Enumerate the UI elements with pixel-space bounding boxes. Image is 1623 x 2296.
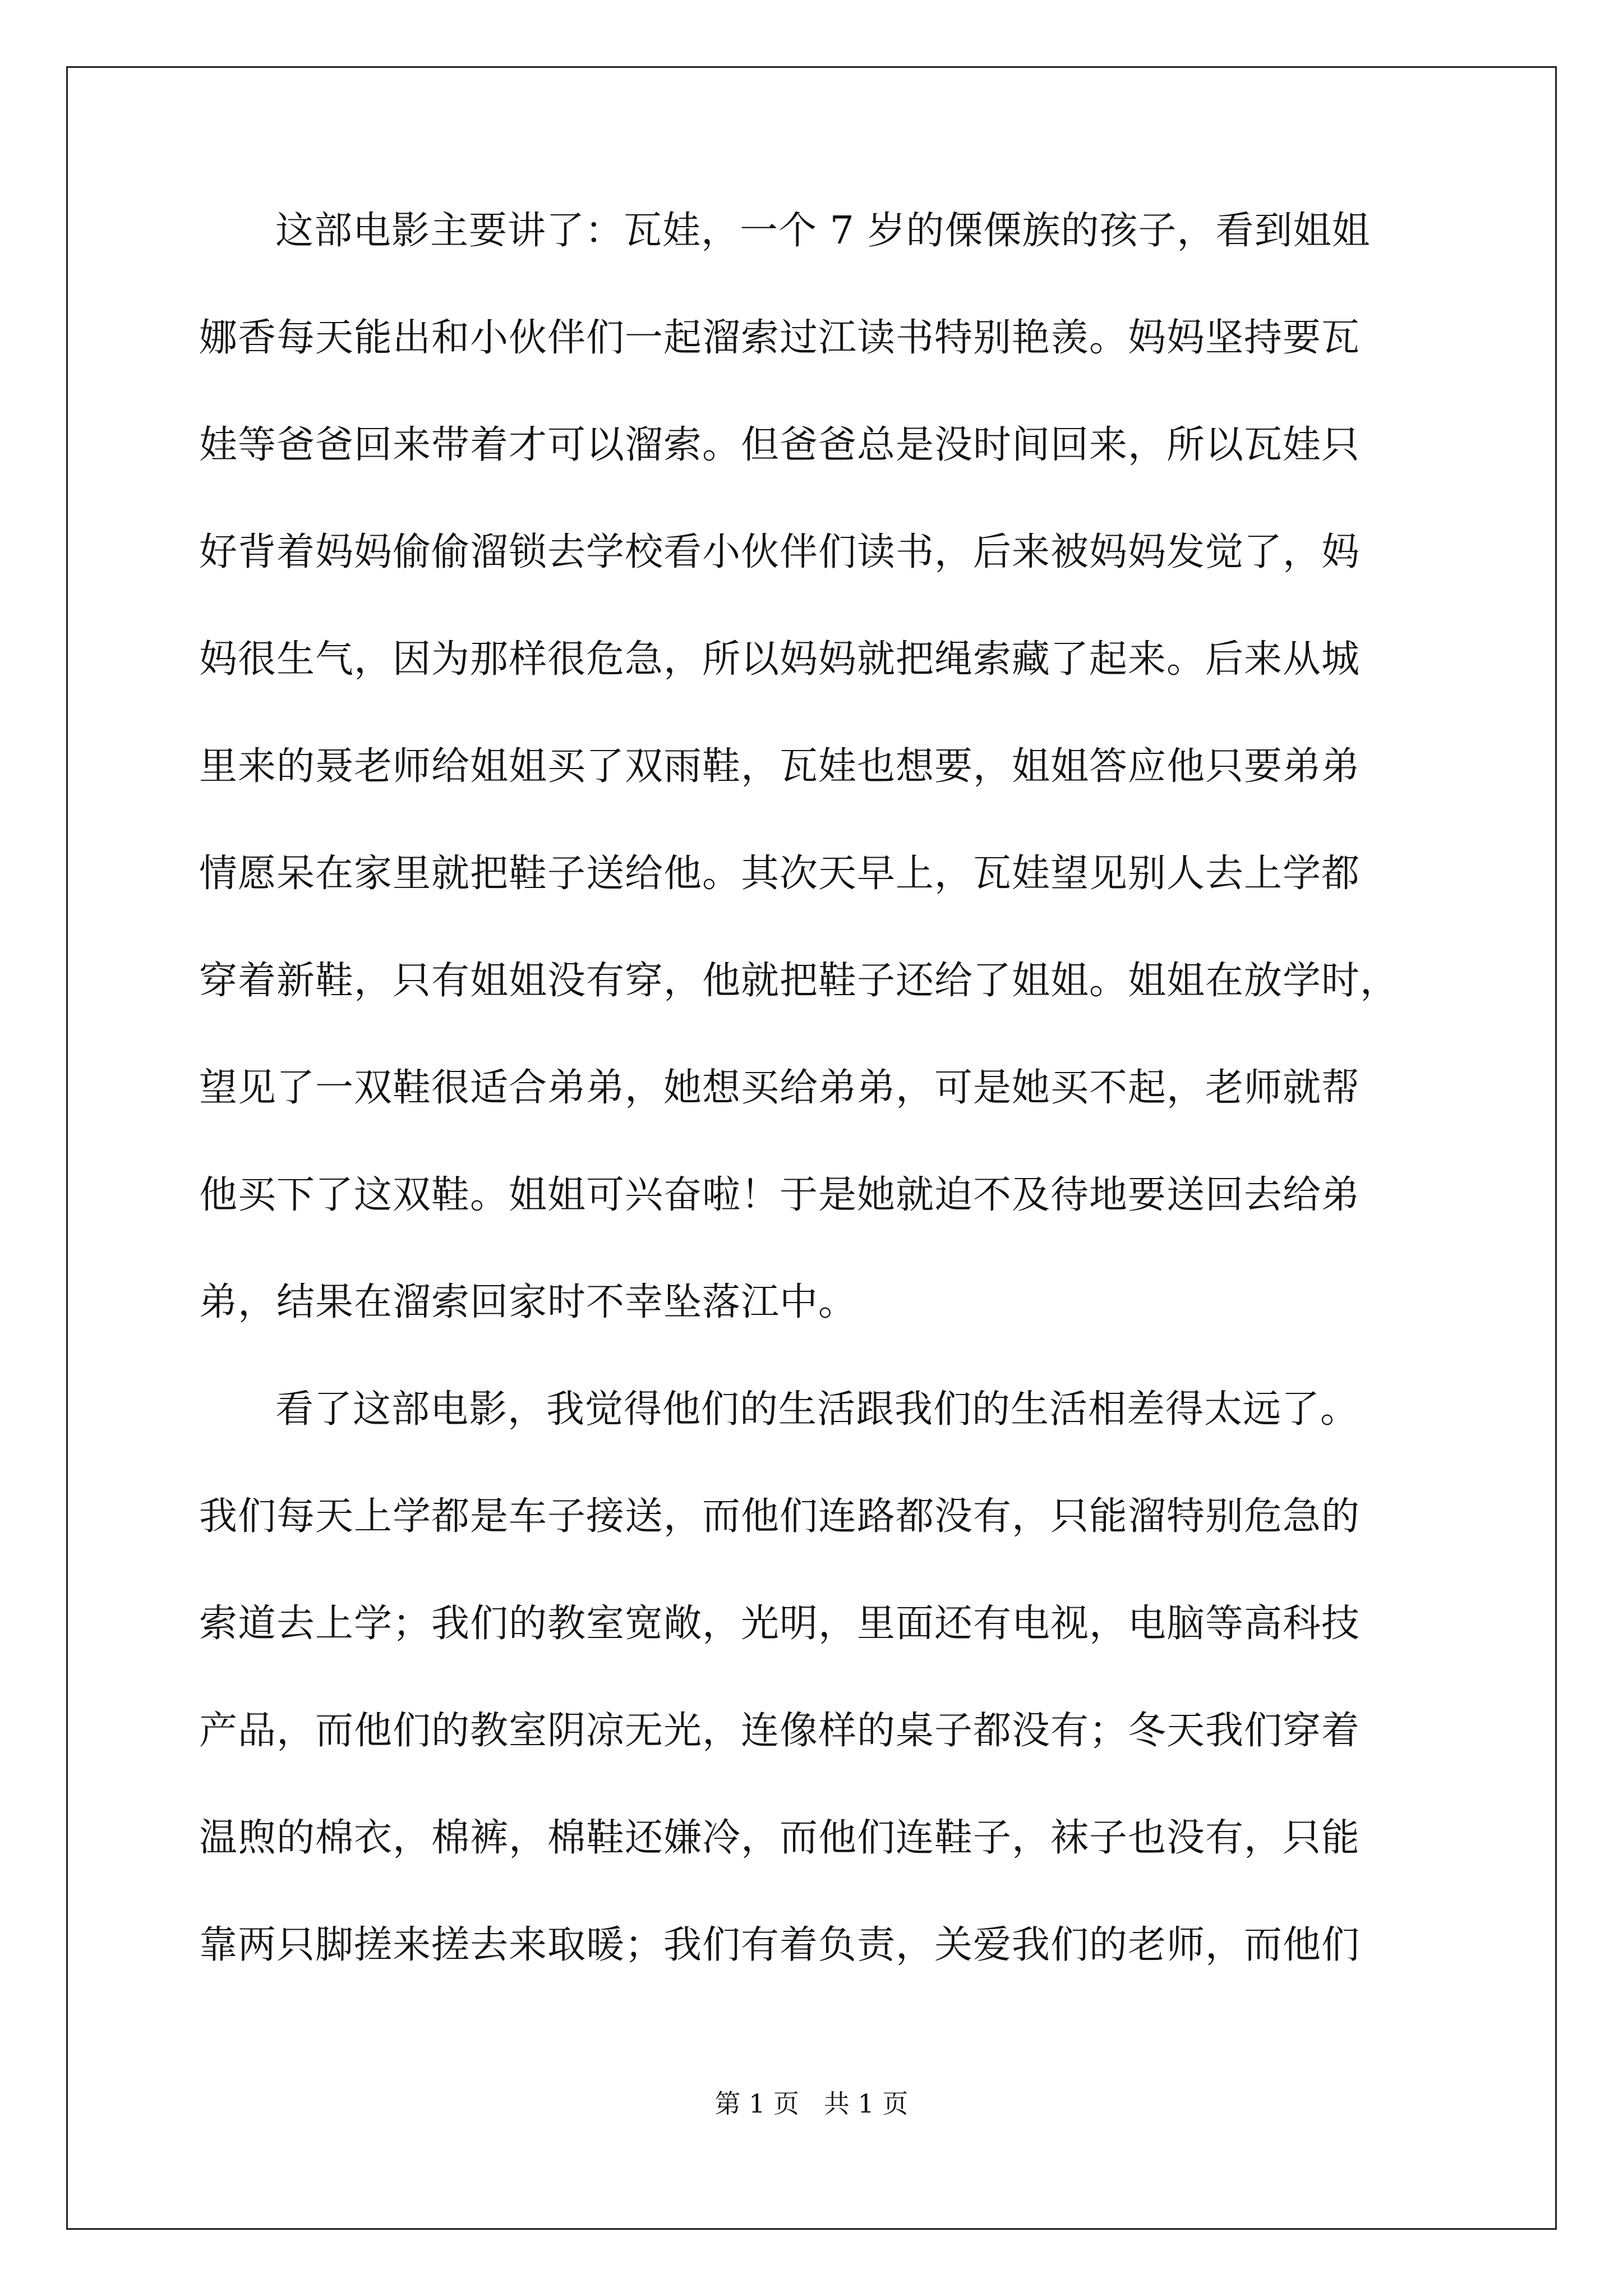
page-number-footer: 第 1 页 共 1 页 <box>714 2088 909 2119</box>
text-line-11: 弟，结果在溜索回家时不幸坠落江中。 <box>199 1280 857 1324</box>
text-line-2: 娜香每天能出和小伙伴们一起溜索过江读书特别艳羡。妈妈坚持要瓦 <box>199 316 1361 360</box>
text-line-17: 靠两只脚搓来搓去来取暖；我们有着负责，关爱我们的老师，而他们 <box>199 1923 1361 1967</box>
text-line-13: 我们每天上学都是车子接送，而他们连路都没有，只能溜特别危急的 <box>199 1494 1361 1539</box>
text-line-10: 他买下了这双鞋。姐姐可兴奋啦！于是她就迫不及待地要送回去给弟 <box>199 1173 1361 1217</box>
document-body <box>199 209 1433 2033</box>
text-line-16: 温煦的棉衣，棉裤，棉鞋还嫌冷，而他们连鞋子，袜子也没有，只能 <box>199 1816 1361 1860</box>
text-line-6: 里来的聂老师给姐姐买了双雨鞋，瓦娃也想要，姐姐答应他只要弟弟 <box>199 744 1361 789</box>
text-line-7: 情愿呆在家里就把鞋子送给他。其次天早上，瓦娃望见别人去上学都 <box>199 852 1361 896</box>
text-line-8: 穿着新鞋，只有姐姐没有穿，他就把鞋子还给了姐姐。姐姐在放学时， <box>199 959 1399 1003</box>
text-line-3: 娃等爸爸回来带着才可以溜索。但爸爸总是没时间回来，所以瓦娃只 <box>199 423 1361 467</box>
text-line-14: 索道去上学；我们的教室宽敞，光明，里面还有电视，电脑等高科技 <box>199 1602 1361 1646</box>
text-line-4: 好背着妈妈偷偷溜锁去学校看小伙伴们读书，后来被妈妈发觉了，妈 <box>199 530 1361 574</box>
text-line-1: 这部电影主要讲了：瓦娃，一个 7 岁的傈傈族的孩子，看到姐姐 <box>275 209 1371 253</box>
text-line-15: 产品，而他们的教室阴凉无光，连像样的桌子都没有；冬天我们穿着 <box>199 1709 1361 1753</box>
text-line-9: 望见了一双鞋很适合弟弟，她想买给弟弟，可是她买不起，老师就帮 <box>199 1066 1361 1110</box>
text-line-12: 看了这部电影，我觉得他们的生活跟我们的生活相差得太远了。 <box>275 1387 1359 1432</box>
text-line-5: 妈很生气，因为那样很危急，所以妈妈就把绳索藏了起来。后来从城 <box>199 637 1361 682</box>
